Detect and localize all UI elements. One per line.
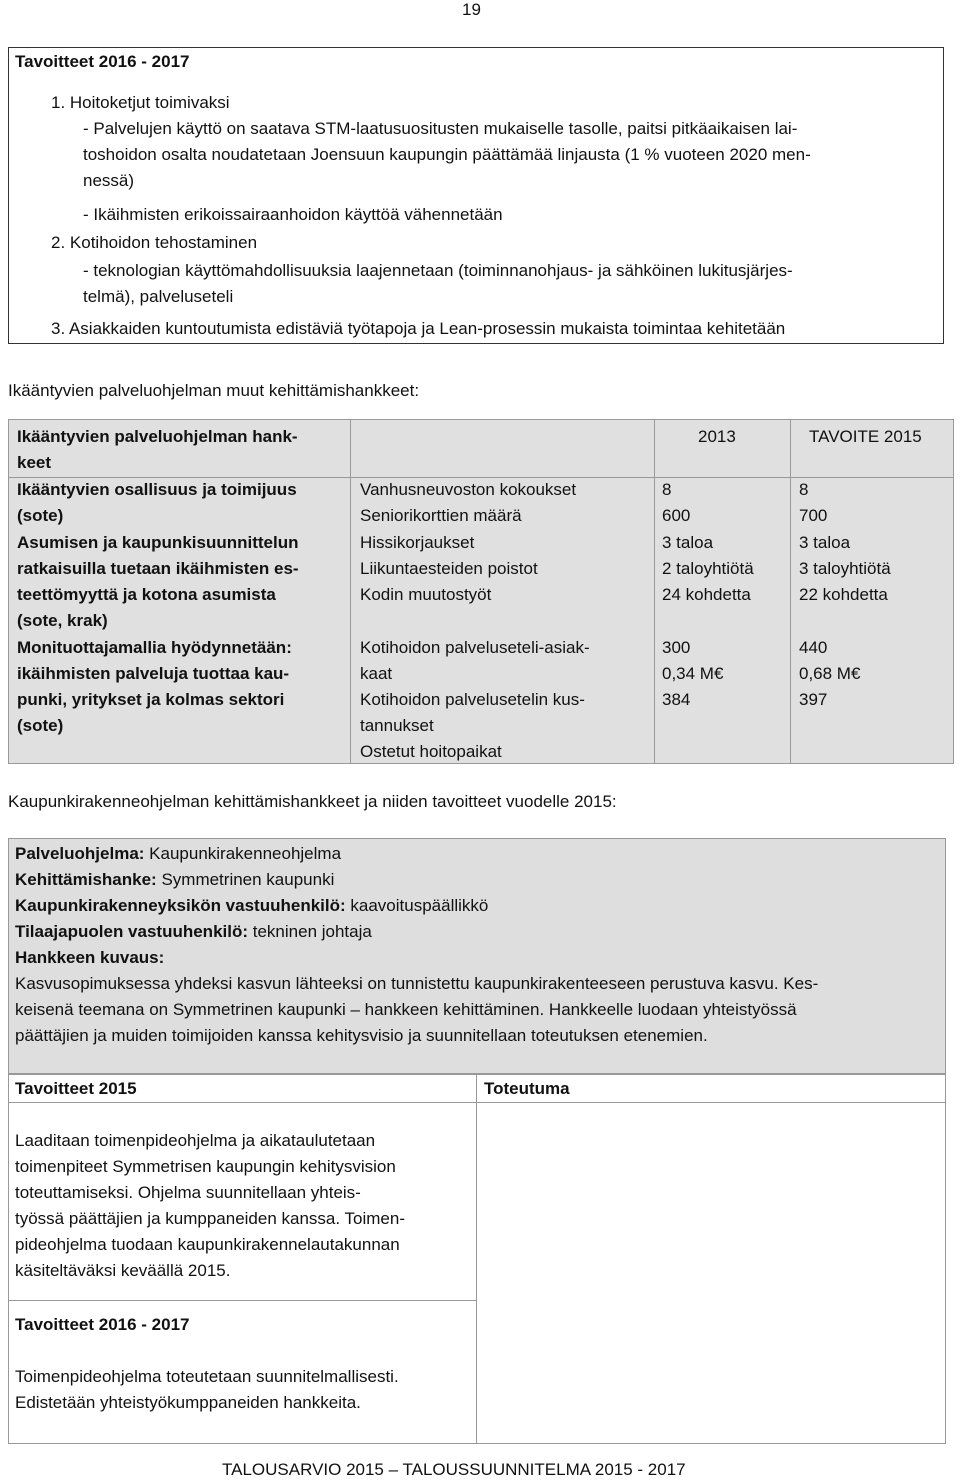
description-line: päättäjien ja muiden toimijoiden kanssa kehitysvisio ja suunnitellaan toteutuksen etenemien.	[15, 1026, 708, 1045]
program-value: Kaupunkirakenneohjelma	[149, 844, 342, 863]
project-name-row	[15, 867, 334, 893]
table-cell-2013: 0,34 M€	[662, 664, 724, 683]
table-cell-2013: 2 taloyhtiötä	[662, 559, 754, 578]
unit-value: kaavoituspäällikkö	[350, 896, 489, 915]
table-cell-target: 8	[799, 480, 809, 499]
table-cell-indicator: Seniorikorttien määrä	[360, 506, 522, 525]
table-cell-2013: 600	[662, 506, 691, 525]
table-cell-indicator: Hissikorjaukset	[360, 533, 475, 552]
table-cell-project: (sote, krak)	[17, 611, 108, 630]
client-responsible-row	[15, 919, 372, 945]
table-cell-project: punki, yritykset ja kolmas sektori	[17, 690, 285, 709]
description-line: Kasvusopimuksessa yhdeksi kasvun lähteeksi on tunnistettu kaupunkirakenteeseen perustuva kasvu. Kes-	[15, 974, 819, 993]
table-cell-indicator: Vanhusneuvoston kokoukset	[360, 480, 577, 499]
table-cell-2013: 8	[662, 480, 672, 499]
goals-line: - Palvelujen käyttö on saatava STM-laatusuositusten mukaiselle tasolle, paitsi pitkäaikaisen lai-	[83, 119, 798, 138]
project-program-row	[15, 841, 341, 867]
goals-2015-line: pideohjelma tuodaan kaupunkirakennelautakunnan	[15, 1235, 400, 1254]
table-cell-target: 0,68 M€	[799, 664, 861, 683]
page-number: 19	[462, 0, 481, 19]
goals-2016-line: Edistetään yhteistyökumppaneiden hankkeita.	[15, 1393, 361, 1412]
table-cell-project: (sote)	[17, 506, 64, 525]
table-cell-indicator: Kotihoidon palveluseteli-asiak-	[360, 638, 590, 657]
unit-responsible-row	[15, 893, 488, 919]
table-cell-target: 440	[799, 638, 828, 657]
table-cell-target: 3 taloa	[799, 533, 851, 552]
goals-2015-line: Laaditaan toimenpideohjelma ja aikataulutetaan	[15, 1131, 376, 1150]
table-cell-project: ikäihmisten palveluja tuottaa kau-	[17, 664, 290, 683]
page-footer: TALOUSARVIO 2015 – TALOUSSUUNNITELMA 2015 - 2017	[222, 1460, 686, 1479]
goals-line: 2. Kotihoidon tehostaminen	[51, 233, 258, 252]
goals-line: telmä), palveluseteli	[83, 287, 234, 306]
program-label: Palveluohjelma:	[15, 844, 145, 863]
table-cell-indicator: Kotihoidon palvelusetelin kus-	[360, 690, 585, 709]
client-value: tekninen johtaja	[252, 922, 372, 941]
table-cell-target: 700	[799, 506, 828, 525]
goals-box-title: Tavoitteet 2016 - 2017	[15, 52, 190, 71]
table-cell-project: Asumisen ja kaupunkisuunnittelun	[17, 533, 299, 552]
goals-2015-line: työssä päättäjien ja kumppaneiden kanssa. Toimen-	[15, 1209, 405, 1228]
table-cell-2013: 24 kohdetta	[662, 585, 751, 604]
table-header-2013: 2013	[698, 427, 736, 446]
section-heading-projects: Ikääntyvien palveluohjelman muut kehittämishankkeet:	[8, 381, 420, 400]
client-label: Tilaajapuolen vastuuhenkilö:	[15, 922, 249, 941]
goals-2015-line: käsiteltäväksi keväällä 2015.	[15, 1261, 231, 1280]
project-card	[8, 838, 946, 1074]
goals-line: - Ikäihmisten erikoissairaanhoidon käyttöä vähennetään	[83, 205, 503, 224]
table-cell-2013: 384	[662, 690, 691, 709]
goals-2015-line: toimenpiteet Symmetrisen kaupungin kehitysvision	[15, 1157, 396, 1176]
goals-2015-line: toteuttamiseksi. Ohjelma suunnitellaan yhteis-	[15, 1183, 361, 1202]
table-cell-indicator: kaat	[360, 664, 393, 683]
goals-line: nessä)	[83, 171, 135, 190]
table-cell-project: Ikääntyvien osallisuus ja toimijuus	[17, 480, 297, 499]
table-cell-project: (sote)	[17, 716, 64, 735]
realization-header: Toteutuma	[484, 1079, 570, 1098]
table-cell-target: 3 taloyhtiötä	[799, 559, 891, 578]
table-cell-target: 22 kohdetta	[799, 585, 888, 604]
goals-line: 1. Hoitoketjut toimivaksi	[51, 93, 230, 112]
table-cell-target: 397	[799, 690, 828, 709]
goals-line: 3. Asiakkaiden kuntoutumista edistäviä työtapoja ja Lean-prosessin mukaista toimintaa kehitetään	[51, 319, 786, 338]
section-heading-city-structure: Kaupunkirakenneohjelman kehittämishankkeet ja niiden tavoitteet vuodelle 2015:	[8, 792, 617, 811]
table-header-projects: keet	[17, 453, 52, 472]
table-header-projects: Ikääntyvien palveluohjelman hank-	[17, 427, 298, 446]
goals-2016-header: Tavoitteet 2016 - 2017	[15, 1315, 190, 1334]
project-value: Symmetrinen kaupunki	[161, 870, 335, 889]
project-label: Kehittämishanke:	[15, 870, 157, 889]
table-cell-indicator: tannukset	[360, 716, 434, 735]
table-cell-2013: 3 taloa	[662, 533, 714, 552]
table-cell-project: Monituottajamallia hyödynnetään:	[17, 638, 292, 657]
description-label: Hankkeen kuvaus:	[15, 948, 165, 967]
table-cell-indicator: Ostetut hoitopaikat	[360, 742, 502, 761]
table-cell-2013: 300	[662, 638, 691, 657]
table-cell-project: teettömyyttä ja kotona asumista	[17, 585, 276, 604]
table-header-target-2015: TAVOITE 2015	[809, 427, 922, 446]
goals-2016-2017-box	[8, 47, 944, 344]
goals-2015-header: Tavoitteet 2015	[15, 1079, 137, 1098]
goals-line: toshoidon osalta noudatetaan Joensuun kaupungin päättämää linjausta (1 % vuoteen 2020 men-	[83, 145, 811, 164]
goals-2016-line: Toimenpideohjelma toteutetaan suunnitelmallisesti.	[15, 1367, 399, 1386]
projects-table	[8, 419, 954, 764]
table-cell-project: ratkaisuilla tuetaan ikäihmisten es-	[17, 559, 299, 578]
unit-label: Kaupunkirakenneyksikön vastuuhenkilö:	[15, 896, 346, 915]
goals-line: - teknologian käyttömahdollisuuksia laajennetaan (toiminnanohjaus- ja sähköinen lukitusjärjes-	[83, 261, 793, 280]
goals-realization-table	[8, 1074, 946, 1444]
description-line: keisenä teemana on Symmetrinen kaupunki – hankkeen kehittäminen. Hankkeelle luodaan yhteistyössä	[15, 1000, 797, 1019]
table-cell-indicator: Kodin muutostyöt	[360, 585, 492, 604]
table-cell-indicator: Liikuntaesteiden poistot	[360, 559, 538, 578]
